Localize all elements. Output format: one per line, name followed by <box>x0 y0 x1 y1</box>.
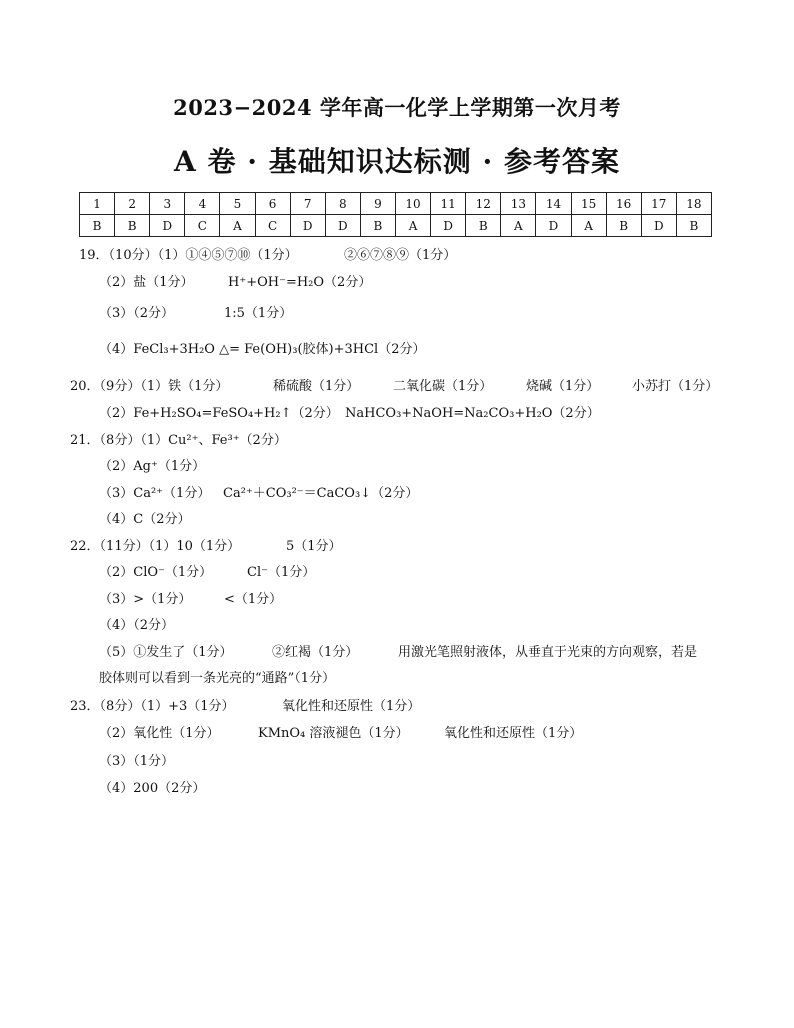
q20-d: 小苏打（1分） <box>632 379 719 394</box>
q21-head: 21．（8分）（1）Cu²⁺、Fe³⁺（2分） <box>70 433 287 448</box>
q23-part2-a: （2）氧化性（1分） <box>99 726 220 741</box>
q22-part5-c: 用激光笔照射液体，从垂直于光束的方向观察，若是 <box>398 645 698 660</box>
q23-part2-b: KMnO₄ 溶液褪色（1分） <box>258 726 409 741</box>
answer-cell: B <box>676 215 711 237</box>
answer-cell: A <box>571 215 606 237</box>
q22-part5-b: ②红褐（1分） <box>272 645 359 660</box>
question-number-cell: 13 <box>501 193 536 215</box>
answer-cell: C <box>185 215 220 237</box>
answer-row <box>80 215 712 237</box>
answer-key-subtitle: A 卷 · 基础知识达标测 · 参考答案 <box>174 145 620 178</box>
answer-cell: D <box>431 215 466 237</box>
answer-cell: D <box>150 215 185 237</box>
q21-part3-b: Ca²⁺＋CO₃²⁻＝CaCO₃↓（2分） <box>223 486 419 501</box>
q20-b: 二氧化碳（1分） <box>393 379 493 394</box>
question-number-cell: 14 <box>536 193 571 215</box>
question-number-cell: 10 <box>395 193 430 215</box>
q20-a: 稀硫酸（1分） <box>273 379 360 394</box>
q22-part5-d: 胶体则可以看到一条光亮的“通路”（1分） <box>99 671 336 686</box>
answer-cell: B <box>80 215 115 237</box>
question-number-cell: 2 <box>115 193 150 215</box>
q21-part3-a: （3）Ca²⁺（1分） <box>99 486 211 501</box>
answer-cell: B <box>466 215 501 237</box>
answer-cell: C <box>255 215 290 237</box>
question-number-row <box>80 193 712 215</box>
q22-head-b: 5（1分） <box>286 539 342 554</box>
q22-part3-a: （3）>（1分） <box>99 592 192 607</box>
q23-part3: （3）（1分） <box>99 754 175 769</box>
answer-key-table <box>79 192 712 237</box>
q19-part2-b: H⁺+OH⁻=H₂O（2分） <box>228 275 372 290</box>
question-number-cell: 6 <box>255 193 290 215</box>
q21-part2: （2）Ag⁺（1分） <box>99 459 206 474</box>
question-number-cell: 8 <box>325 193 360 215</box>
question-number-cell: 1 <box>80 193 115 215</box>
q20-part2-a: （2）Fe+H₂SO₄=FeSO₄+H₂↑（2分） <box>99 406 339 421</box>
answer-cell: B <box>360 215 395 237</box>
question-number-cell: 12 <box>466 193 501 215</box>
answer-cell: D <box>536 215 571 237</box>
q23-head-b: 氧化性和还原性（1分） <box>282 699 421 714</box>
answer-cell: B <box>115 215 150 237</box>
q19-part3-a: （3）（2分） <box>99 306 175 321</box>
q19-part3-b: 1:5（1分） <box>224 306 293 321</box>
question-number-cell: 17 <box>641 193 676 215</box>
q22-part4: （4）（2分） <box>99 618 175 633</box>
q19-part4: （4）FeCl₃+3H₂O △= Fe(OH)₃(胶体)+3HCl（2分） <box>99 342 426 357</box>
q22-part3-b: <（1分） <box>224 592 283 607</box>
q19-part2-a: （2）盐（1分） <box>99 275 194 290</box>
q21-part4: （4）C（2分） <box>99 512 191 527</box>
answer-cell: A <box>501 215 536 237</box>
q22-part2-b: Cl⁻（1分） <box>247 565 316 580</box>
answer-cell: B <box>606 215 641 237</box>
question-number-cell: 11 <box>431 193 466 215</box>
q19-head: 19．（10分）（1）①④⑤⑦⑩（1分） <box>79 248 298 263</box>
answer-cell: A <box>220 215 255 237</box>
q22-part2-a: （2）ClO⁻（1分） <box>99 565 213 580</box>
q23-part2-c: 氧化性和还原性（1分） <box>444 726 583 741</box>
q23-part4: （4）200（2分） <box>99 781 206 796</box>
q23-head: 23．（8分）（1）+3（1分） <box>70 699 235 714</box>
question-number-cell: 15 <box>571 193 606 215</box>
q20-head: 20．（9分）（1）铁（1分） <box>70 379 229 394</box>
answer-cell: D <box>641 215 676 237</box>
question-number-cell: 7 <box>290 193 325 215</box>
question-number-cell: 9 <box>360 193 395 215</box>
question-number-cell: 16 <box>606 193 641 215</box>
q19-head-b: ②⑥⑦⑧⑨（1分） <box>344 248 457 263</box>
q20-part2-b: NaHCO₃+NaOH=Na₂CO₃+H₂O（2分） <box>345 406 600 421</box>
answer-cell: D <box>325 215 360 237</box>
question-number-cell: 4 <box>185 193 220 215</box>
question-number-cell: 18 <box>676 193 711 215</box>
q22-head: 22．（11分）（1）10（1分） <box>70 539 241 554</box>
q22-part5-a: （5）①发生了（1分） <box>99 645 233 660</box>
q20-c: 烧碱（1分） <box>526 379 600 394</box>
answer-cell: D <box>290 215 325 237</box>
question-number-cell: 3 <box>150 193 185 215</box>
exam-title: 2023−2024 学年高一化学上学期第一次月考 <box>173 95 621 120</box>
answer-cell: A <box>395 215 430 237</box>
question-number-cell: 5 <box>220 193 255 215</box>
